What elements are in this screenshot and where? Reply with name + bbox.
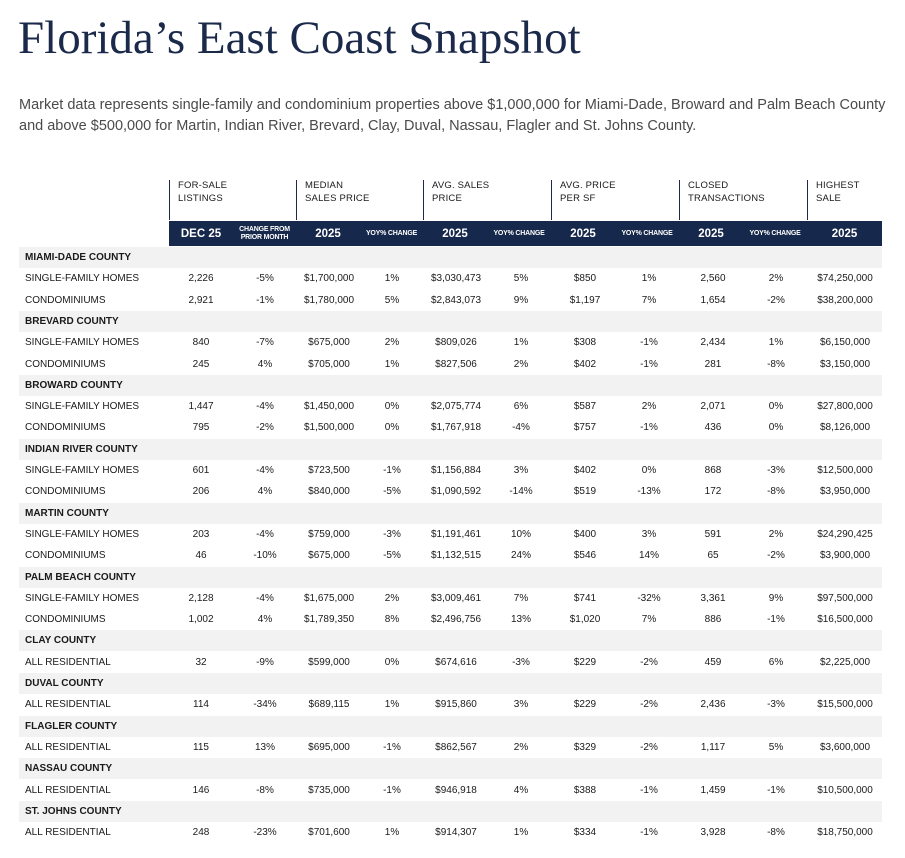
table-cell: $1,767,918 [430,422,482,434]
table-cell: 245 [192,358,210,370]
table-cell: $914,307 [435,827,477,839]
table-cell: 2% [513,741,529,753]
table-cell: -8% [767,486,785,498]
header-group-highest-sale: HIGHEST SALE [807,180,882,220]
header-2025: 2025 [698,227,724,240]
county-header-row [19,375,882,396]
county-name: CLAY COUNTY [25,635,97,647]
table-cell: 146 [192,784,210,796]
table-cell: $27,800,000 [817,401,873,413]
table-cell: $1,090,592 [430,486,482,498]
table-cell: 3,928 [700,827,726,839]
header-2025: 2025 [315,227,341,240]
table-cell: 2% [641,401,657,413]
table-cell: -1% [640,827,658,839]
table-cell: 9% [768,592,784,604]
table-cell: -5% [383,550,401,562]
table-cell: 795 [192,422,210,434]
property-type-label: CONDOMINIUMS [25,614,106,626]
table-cell: $1,450,000 [303,401,355,413]
page-title: Florida’s East Coast Snapshot [18,12,581,64]
table-row [19,332,882,353]
table-row [19,588,882,609]
table-cell: -23% [253,827,277,839]
county-name: FLAGLER COUNTY [25,720,118,732]
county-name: BROWARD COUNTY [25,379,123,391]
table-cell: $759,000 [308,528,350,540]
property-type-label: SINGLE-FAMILY HOMES [25,465,140,476]
table-cell: -4% [256,592,274,604]
table-cell: -1% [383,784,401,796]
table-cell: -13% [637,486,661,498]
table-cell: $862,567 [435,741,477,753]
table-cell: 5% [513,273,529,285]
table-cell: 3% [513,465,529,476]
property-type-label: ALL RESIDENTIAL [25,784,111,796]
table-cell: 0% [641,465,657,476]
table-cell: -1% [640,422,658,434]
table-cell: 840 [192,337,210,349]
table-cell: -3% [767,699,785,711]
table-cell: 2,071 [700,401,726,413]
header-2025: 2025 [570,227,596,240]
table-cell: $24,290,425 [817,528,873,540]
county-header-row [19,311,882,332]
table-cell: 2,921 [188,294,214,306]
table-cell: $329 [573,741,597,753]
table-cell: -1% [767,614,785,626]
page-subtitle: Market data represents single-family and condominium properties above $1,000,000 for Miami-Dade, Broward and Palm Beach County and above $500,000 for Martin, Indian River, Brevard, Clay, Duval, Nassau, Flagler and St. Johns County. [19,97,886,134]
property-type-label: SINGLE-FAMILY HOMES [25,273,140,285]
table-cell: $1,191,461 [430,528,482,540]
table-cell: 2,128 [188,592,214,604]
table-row [19,737,882,758]
county-name: PALM BEACH COUNTY [25,571,136,583]
table-cell: $809,026 [435,337,477,349]
table-cell: -8% [767,827,785,839]
table-cell: $701,600 [308,827,350,839]
table-cell: $827,506 [435,358,477,370]
table-cell: $229 [573,656,597,668]
table-cell: -4% [256,401,274,413]
table-cell: $705,000 [308,358,350,370]
table-cell: -14% [509,486,533,498]
header-2025: 2025 [831,227,858,240]
table-cell: 2% [768,273,784,285]
table-cell: 2% [384,592,400,604]
table-cell: -1% [640,784,658,796]
table-cell: $1,156,884 [430,465,482,476]
table-cell: $2,225,000 [819,656,871,668]
table-cell: 0% [384,401,400,413]
table-row [19,609,882,630]
table-cell: 1% [384,358,400,370]
table-cell: -2% [256,422,274,434]
table-cell: $2,843,073 [430,294,482,306]
table-cell: $402 [573,358,597,370]
table-cell: $3,150,000 [819,358,871,370]
table-cell: 459 [704,656,722,668]
table-cell: $388 [573,784,597,796]
table-cell: -4% [256,465,274,476]
table-cell: 4% [257,486,273,498]
table-cell: $18,750,000 [817,827,873,839]
table-row [19,481,882,502]
table-cell: 7% [641,614,657,626]
property-type-label: CONDOMINIUMS [25,294,106,306]
table-row [19,545,882,566]
table-cell: 591 [704,528,722,540]
table-cell: $2,075,774 [430,401,482,413]
table-cell: 7% [513,592,529,604]
table-cell: 886 [704,614,722,626]
county-header-row [19,567,882,588]
county-header-row [19,439,882,460]
table-cell: -4% [512,422,530,434]
table-row [19,652,882,673]
table-row [19,822,882,843]
county-header-row [19,758,882,779]
table-cell: $12,500,000 [817,465,873,476]
table-cell: 0% [384,656,400,668]
county-header-row [19,630,882,651]
table-cell: -3% [767,465,785,476]
table-cell: -5% [383,486,401,498]
table-cell: $946,918 [435,784,477,796]
table-cell: $735,000 [308,784,350,796]
table-cell: $1,132,515 [430,550,482,562]
table-cell: -8% [256,784,274,796]
table-cell: $74,250,000 [817,273,873,285]
table-cell: 2,436 [700,699,726,711]
table-cell: $308 [573,337,597,349]
table-cell: -1% [256,294,274,306]
table-cell: -2% [640,741,658,753]
table-cell: -2% [640,699,658,711]
table-cell: $229 [573,699,597,711]
table-cell: 0% [768,401,784,413]
table-cell: $400 [573,528,597,540]
county-header-row [19,247,882,268]
table-cell: -32% [637,592,661,604]
table-cell: 65 [707,550,719,562]
table-cell: -1% [383,741,401,753]
property-type-label: CONDOMINIUMS [25,358,106,370]
table-cell: $675,000 [308,337,350,349]
header-group-closed: CLOSED TRANSACTIONS [679,180,807,220]
table-cell: 13% [254,741,276,753]
table-cell: 5% [384,294,400,306]
county-name: INDIAN RIVER COUNTY [25,443,138,455]
property-type-label: CONDOMINIUMS [25,422,106,434]
table-row [19,460,882,481]
table-cell: 436 [704,422,722,434]
table-cell: -3% [512,656,530,668]
table-cell: 6% [513,401,529,413]
county-name: ST. JOHNS COUNTY [25,805,122,817]
table-cell: $1,500,000 [303,422,355,434]
table-cell: $3,950,000 [819,486,871,498]
table-cell: 4% [257,614,273,626]
table-cell: -2% [767,550,785,562]
county-name: MIAMI-DADE COUNTY [25,252,132,263]
table-cell: 13% [510,614,532,626]
header-group-listings: FOR-SALE LISTINGS [169,180,296,220]
property-type-label: SINGLE-FAMILY HOMES [25,592,140,604]
table-cell: 9% [513,294,529,306]
table-cell: 1% [641,273,657,285]
table-cell: -5% [256,273,274,285]
table-row [19,290,882,311]
header-dec25: DEC 25 [180,227,222,240]
table-cell: $6,150,000 [819,337,871,349]
table-cell: 868 [704,465,722,476]
table-cell: 6% [768,656,784,668]
property-type-label: CONDOMINIUMS [25,550,106,562]
table-cell: 248 [192,827,210,839]
county-header-row [19,716,882,737]
table-row [19,694,882,715]
table-cell: -1% [383,465,401,476]
table-cell: $16,500,000 [817,614,873,626]
table-cell: 114 [193,699,209,711]
table-cell: 4% [257,358,273,370]
table-cell: 115 [193,741,209,753]
table-cell: $695,000 [308,741,350,753]
property-type-label: SINGLE-FAMILY HOMES [25,528,140,540]
table-cell: -9% [256,656,274,668]
table-cell: 3,361 [700,592,726,604]
header-yoy-change: YOY% CHANGE [493,229,545,237]
table-cell: 1,459 [700,784,726,796]
table-cell: $3,600,000 [819,741,871,753]
header-yoy-change: YOY% CHANGE [621,229,673,237]
table-cell: $10,500,000 [817,784,873,796]
table-cell: $674,616 [435,656,477,668]
table-cell: $723,500 [308,465,350,476]
property-type-label: CONDOMINIUMS [25,486,106,498]
table-cell: 1% [513,827,529,839]
table-cell: -1% [640,337,658,349]
county-header-row [19,503,882,524]
table-cell: 7% [641,294,657,306]
table-cell: -4% [256,528,274,540]
table-cell: 32 [195,656,207,668]
table-cell: 0% [768,422,784,434]
county-name: MARTIN COUNTY [25,507,109,519]
table-cell: 3% [641,528,657,540]
table-cell: 172 [704,486,722,498]
table-cell: 2,226 [188,273,214,285]
property-type-label: ALL RESIDENTIAL [25,656,111,668]
table-cell: 281 [704,358,722,370]
table-cell: 601 [192,465,210,476]
table-cell: $334 [573,827,597,839]
header-yoy-change: YOY% CHANGE [749,229,801,237]
header-group-price-per-sf: AVG. PRICE PER SF [551,180,679,220]
property-type-label: ALL RESIDENTIAL [25,741,111,753]
table-cell: 203 [192,528,210,540]
county-header-row [19,673,882,694]
table-cell: $402 [573,465,597,476]
table-cell: $1,675,000 [303,592,355,604]
table-header-bar [169,221,882,246]
table-cell: 2% [384,337,400,349]
table-cell: -2% [767,294,785,306]
table-cell: $519 [573,486,597,498]
table-cell: 2% [513,358,529,370]
table-row [19,780,882,801]
table-cell: $3,900,000 [819,550,871,562]
table-cell: $97,500,000 [817,592,873,604]
table-row [19,354,882,375]
table-cell: 1,002 [188,614,214,626]
table-cell: $3,009,461 [430,592,482,604]
table-cell: -34% [253,699,277,711]
table-cell: 3% [513,699,529,711]
table-cell: $2,496,756 [430,614,482,626]
table-cell: $1,020 [569,614,601,626]
table-cell: 1% [384,273,400,285]
table-cell: 1,447 [188,401,214,413]
table-cell: -8% [767,358,785,370]
table-cell: $587 [573,401,597,413]
table-cell: -10% [253,550,277,562]
property-type-label: ALL RESIDENTIAL [25,699,111,711]
table-cell: 1% [513,337,529,349]
header-2025: 2025 [442,227,468,240]
table-cell: $8,126,000 [819,422,871,434]
table-cell: 8% [384,614,400,626]
table-cell: 46 [195,550,207,562]
property-type-label: SINGLE-FAMILY HOMES [25,401,140,413]
table-cell: 5% [768,741,784,753]
table-cell: 4% [513,784,529,796]
header-group-median-price: MEDIAN SALES PRICE [296,180,423,220]
table-cell: 2,560 [700,273,726,285]
table-cell: 1% [768,337,784,349]
table-cell: $38,200,000 [817,294,873,306]
table-cell: $3,030,473 [430,273,482,285]
table-cell: $599,000 [308,656,350,668]
table-cell: $840,000 [308,486,350,498]
county-name: DUVAL COUNTY [25,678,104,689]
table-cell: $15,500,000 [817,699,873,711]
table-cell: 1% [384,699,400,711]
table-cell: $1,789,350 [303,614,355,626]
property-type-label: SINGLE-FAMILY HOMES [25,337,140,349]
header-group-avg-price: AVG. SALES PRICE [423,180,551,220]
table-cell: $1,780,000 [303,294,355,306]
county-name: BREVARD COUNTY [25,315,119,327]
header-change-prior-month: CHANGE FROM PRIOR MONTH [239,225,290,241]
table-cell: 2,434 [700,337,726,349]
table-row [19,268,882,289]
header-yoy-change: YOY% CHANGE [365,229,418,237]
table-cell: 14% [638,550,660,562]
table-cell: 1,117 [700,741,726,753]
table-cell: 1% [384,827,400,839]
table-cell: 0% [384,422,400,434]
table-cell: 24% [510,550,532,562]
county-header-row [19,801,882,822]
table-cell: -1% [767,784,785,796]
table-cell: $915,860 [435,699,477,711]
county-name: NASSAU COUNTY [25,763,113,775]
table-cell: 1,654 [700,294,726,306]
property-type-label: ALL RESIDENTIAL [25,827,111,839]
table-row [19,524,882,545]
table-cell: 2% [768,528,784,540]
table-cell: $757 [573,422,597,434]
table-cell: $1,700,000 [303,273,355,285]
table-cell: $546 [573,550,597,562]
table-cell: 206 [192,486,210,498]
table-cell: -3% [383,528,401,540]
table-cell: $741 [573,592,597,604]
table-row [19,396,882,417]
table-cell: -7% [256,337,274,349]
table-cell: $675,000 [308,550,350,562]
table-cell: -2% [640,656,658,668]
table-cell: -1% [640,358,658,370]
table-cell: 10% [510,528,532,540]
table-cell: $850 [573,273,597,285]
table-cell: $689,115 [308,699,350,711]
table-row [19,417,882,438]
table-cell: $1,197 [569,294,601,306]
